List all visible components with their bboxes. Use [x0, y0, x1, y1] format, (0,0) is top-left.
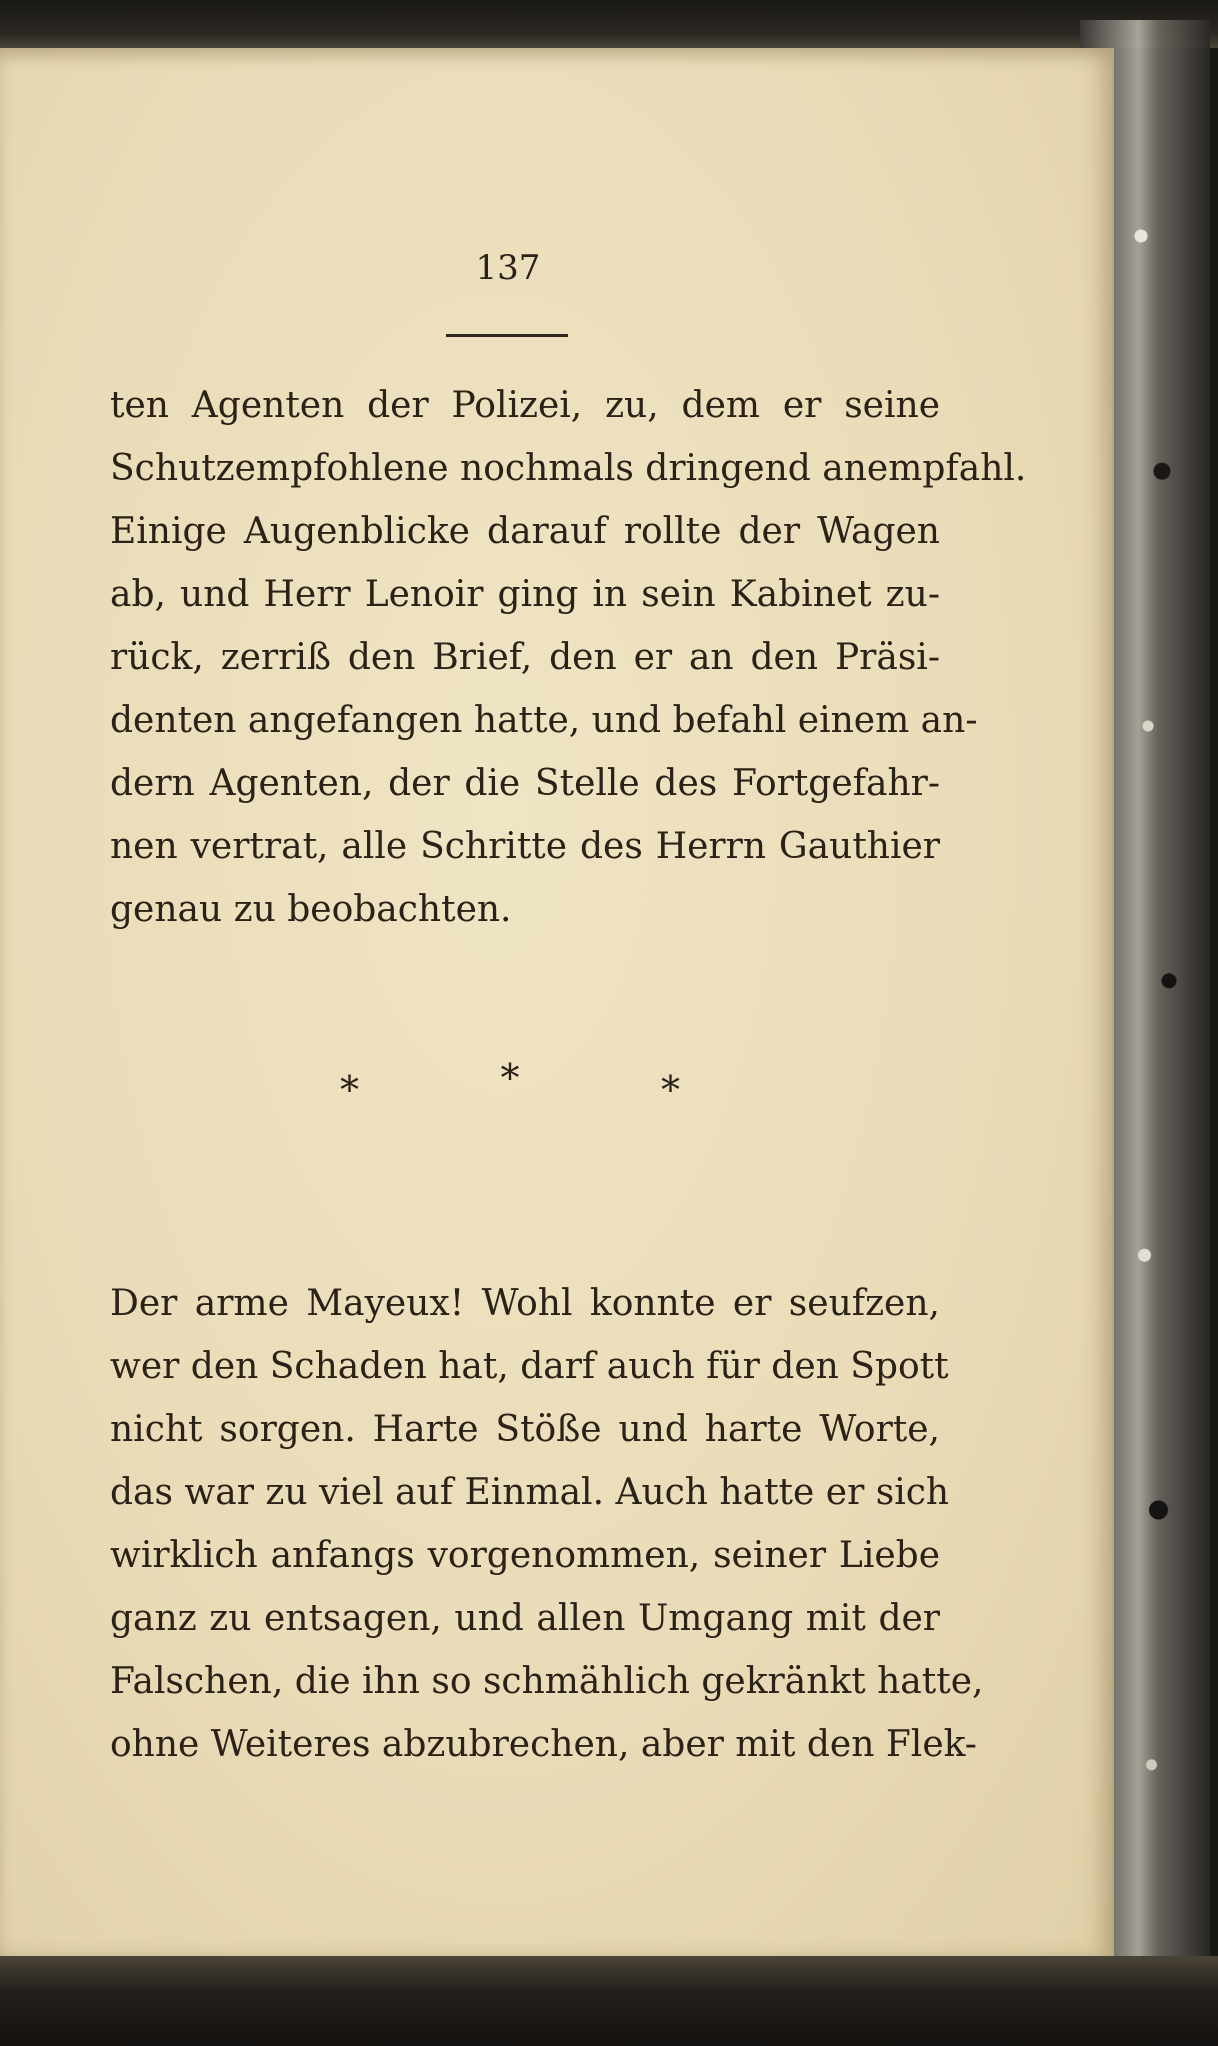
page-number: 137	[475, 248, 541, 288]
text-line: Einige Augenblicke darauf rollte der Wagen	[110, 511, 940, 552]
text-line: das war zu viel auf Einmal. Auch hatte er sich	[110, 1472, 950, 1513]
paragraph-2	[110, 1272, 984, 1776]
page-surface	[0, 48, 1114, 1956]
text-line: wer den Schaden hat, darf auch für den Spott	[110, 1346, 949, 1387]
text-line: rück, zerriß den Brief, den er an den Präsi-	[110, 637, 940, 678]
header-rule	[446, 334, 568, 337]
text-line: genau zu beobachten.	[110, 889, 512, 930]
book-edge-wear	[1120, 40, 1190, 2000]
text-line: wirklich anfangs vorgenommen, seiner Liebe	[110, 1535, 940, 1576]
text-line: Falschen, die ihn so schmählich gekränkt hatte,	[110, 1661, 984, 1702]
scan-border-top	[0, 0, 1218, 48]
text-line: nicht sorgen. Harte Stöße und harte Worte,	[110, 1409, 940, 1450]
text-line: ohne Weiteres abzubrechen, aber mit den Flek-	[110, 1724, 977, 1765]
text-line: dern Agenten, der die Stelle des Fortgefahr-	[110, 763, 940, 804]
asterisk: *	[661, 1068, 680, 1112]
text-line: nen vertrat, alle Schritte des Herrn Gauthier	[110, 826, 940, 867]
paragraph-1	[110, 374, 1027, 941]
text-line: ten Agenten der Polizei, zu, dem er seine	[110, 385, 940, 426]
scan-border-bottom	[0, 1956, 1218, 2046]
text-line: Der arme Mayeux! Wohl konnte er seufzen,	[110, 1283, 940, 1324]
text-line: Schutzempfohlene nochmals dringend anempfahl.	[110, 448, 1027, 489]
text-line: ganz zu entsagen, und allen Umgang mit der	[110, 1598, 940, 1639]
asterisk: *	[500, 1056, 520, 1100]
text-line: denten angefangen hatte, und befahl einem an-	[110, 700, 978, 741]
section-separator	[340, 1056, 680, 1112]
text-line: ab, und Herr Lenoir ging in sein Kabinet zu-	[110, 574, 940, 615]
asterisk: *	[340, 1068, 359, 1112]
